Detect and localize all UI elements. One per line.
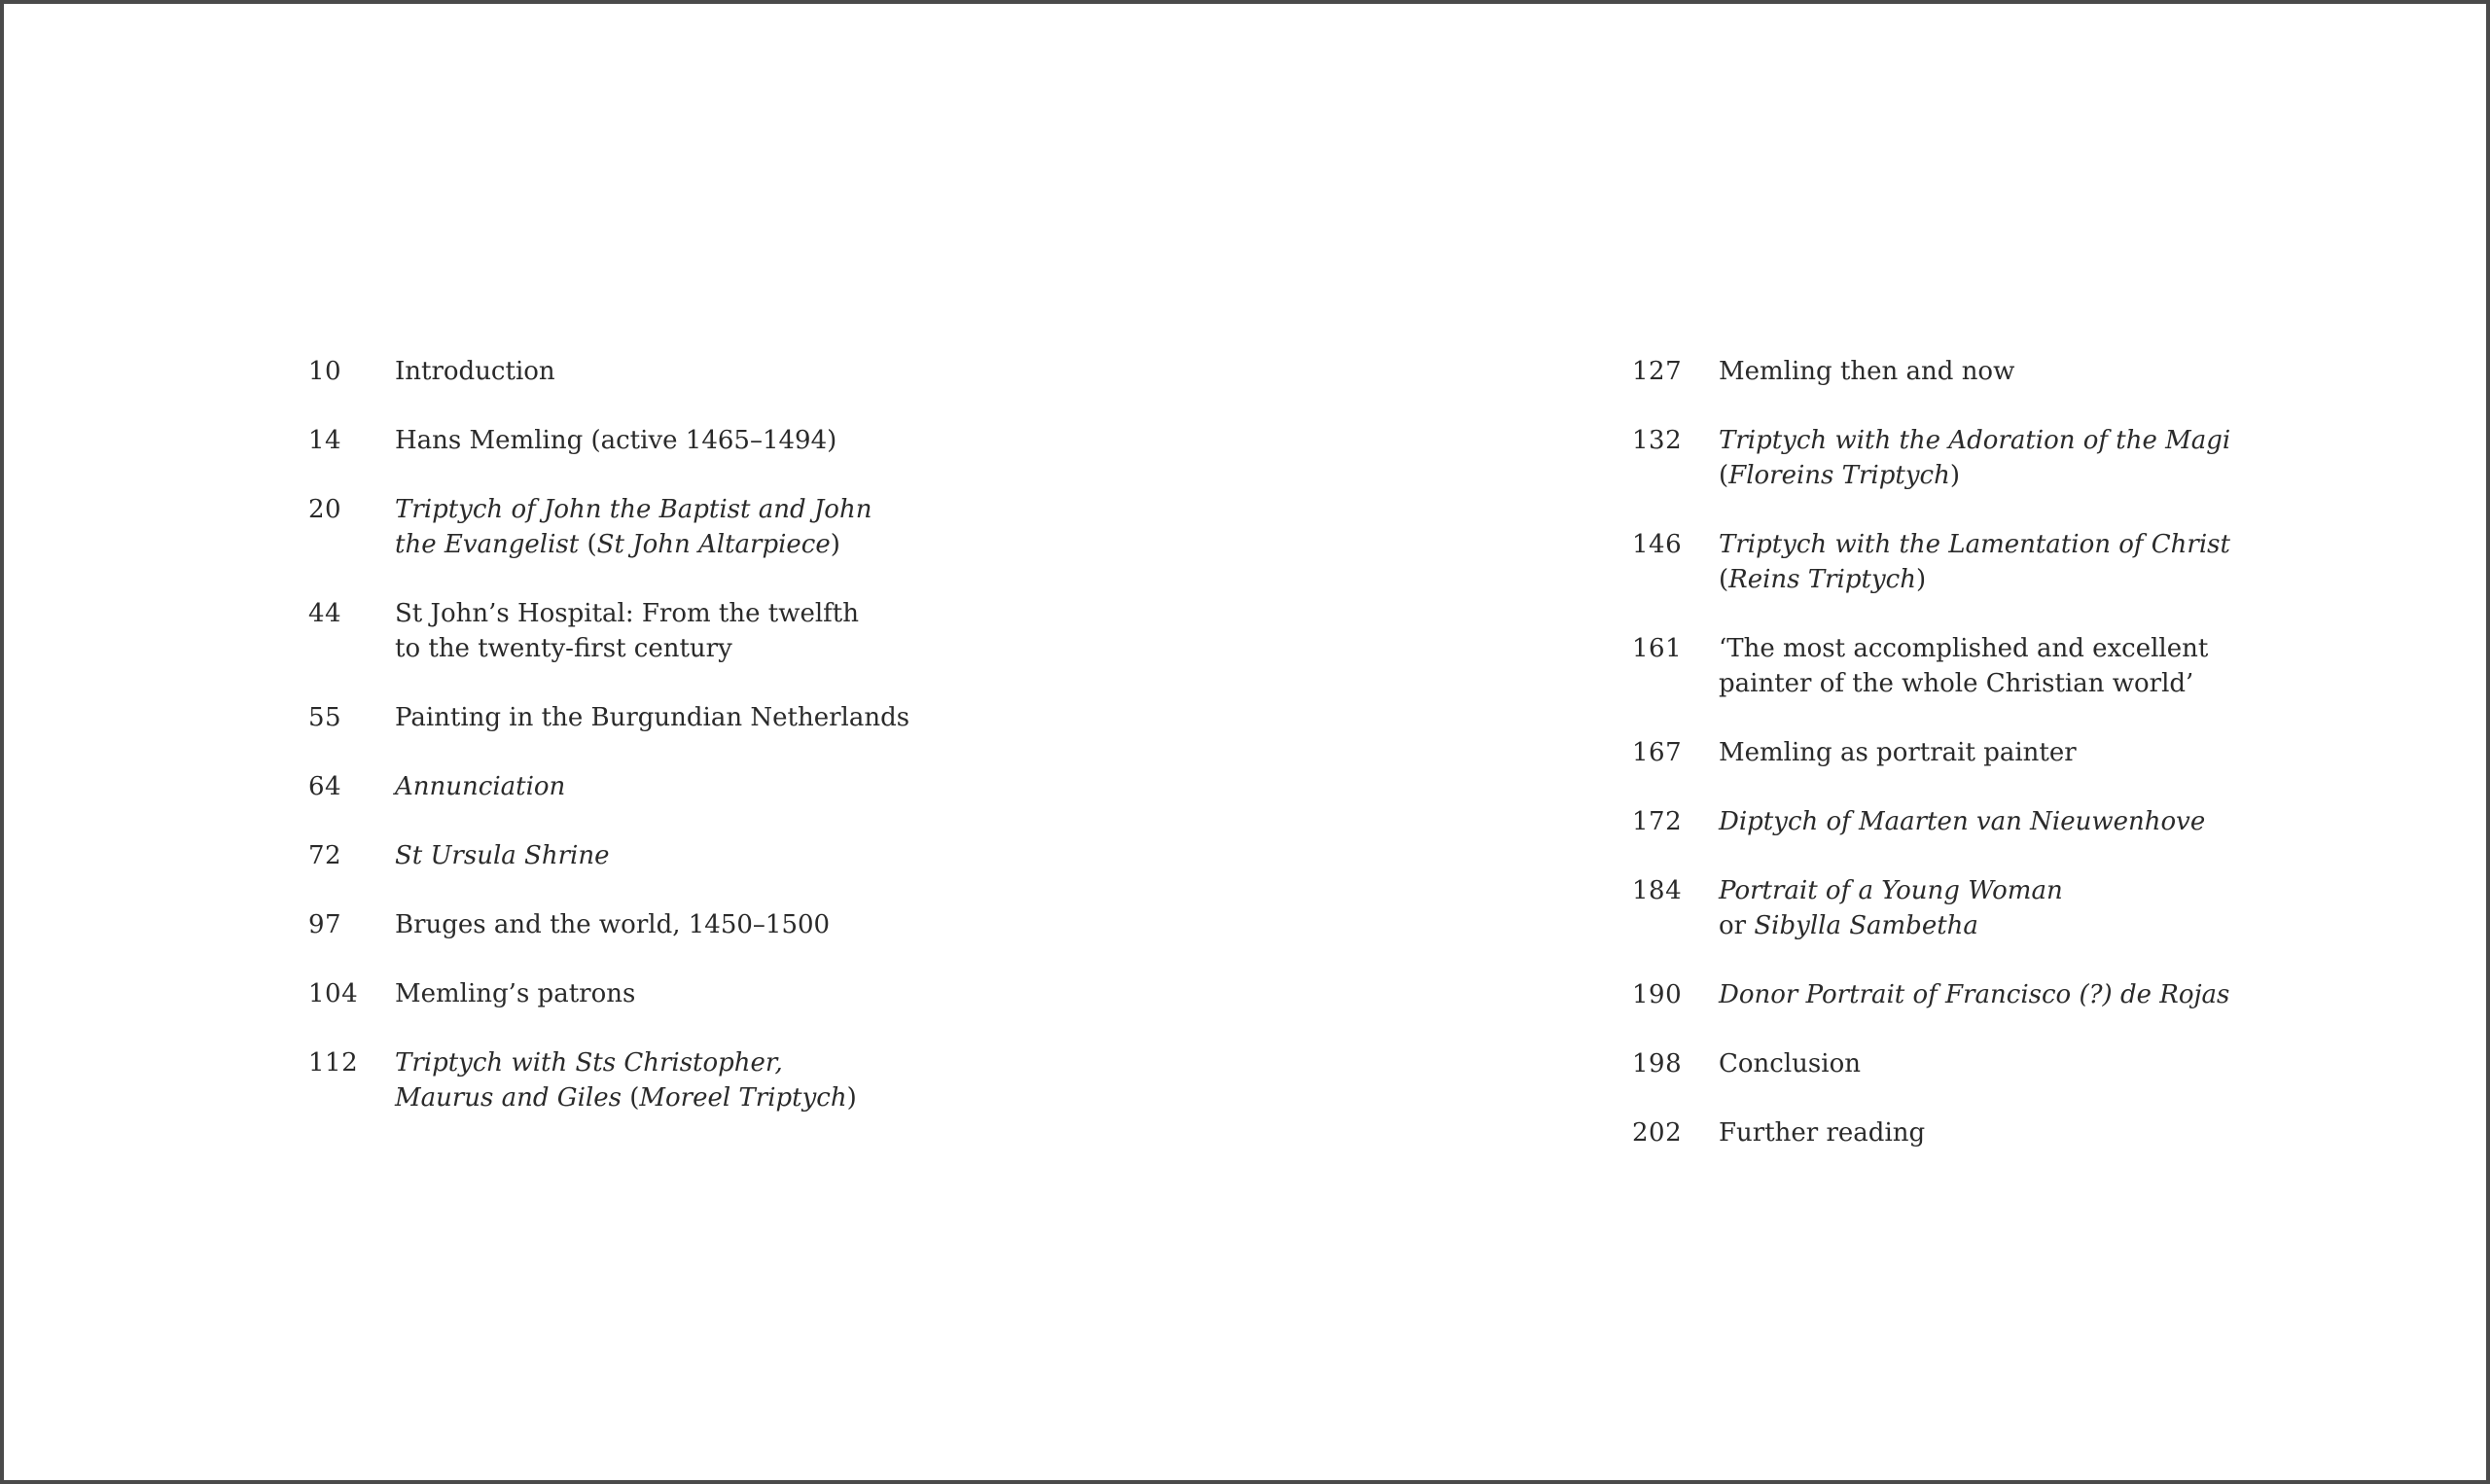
- toc-title-line: [1719, 354, 2014, 389]
- toc-page-number: 72: [308, 841, 342, 870]
- toc-entry-title: [1719, 804, 2205, 839]
- toc-page-number: 198: [1632, 1049, 1683, 1078]
- toc-entry: [308, 1045, 909, 1115]
- toc-title-text: ): [1949, 461, 1960, 490]
- toc-entry-title: [395, 769, 565, 804]
- toc-page-number: 55: [308, 703, 342, 732]
- toc-title-text: (: [621, 1083, 640, 1113]
- toc-entry: [1632, 873, 2230, 943]
- toc-title-line: [395, 354, 555, 389]
- toc-title-line: [395, 1080, 857, 1115]
- toc-title-text: ‘The most accomplished and excellent: [1719, 634, 2209, 663]
- toc-title-line: [1719, 562, 2230, 597]
- toc-entry-title: [395, 1045, 857, 1115]
- toc-entry: [1632, 735, 2230, 770]
- toc-title-text: the Evangelist: [395, 530, 580, 559]
- toc-title-text: Moreel Triptych: [639, 1083, 847, 1113]
- toc-title-text: Bruges and the world, 1450–1500: [395, 910, 831, 939]
- toc-entry: [308, 838, 909, 873]
- toc-column-right: [1632, 354, 2230, 1184]
- toc-title-text: ): [830, 530, 840, 559]
- toc-title-line: [395, 527, 872, 562]
- toc-title-text: Hans Memling (active 1465–1494): [395, 426, 837, 455]
- toc-entry-title: [395, 354, 555, 389]
- toc-page-number: 172: [1632, 807, 1683, 836]
- toc-title-line: [1719, 423, 2230, 458]
- toc-entry-title: [395, 976, 635, 1011]
- toc-title-line: [395, 596, 859, 631]
- toc-entry-title: [1719, 631, 2208, 701]
- toc-title-text: or: [1719, 911, 1755, 940]
- toc-page-number: 14: [308, 426, 342, 455]
- toc-title-text: Portrait of a Young Woman: [1719, 876, 2063, 905]
- toc-page-number: 20: [308, 495, 342, 524]
- toc-title-text: St John Altarpiece: [596, 530, 831, 559]
- toc-title-line: [395, 907, 830, 942]
- toc-entry: [308, 596, 909, 666]
- toc-column-left: [308, 354, 909, 1149]
- toc-entry: [308, 769, 909, 804]
- toc-title-text: ): [846, 1083, 857, 1113]
- toc-entry: [1632, 1046, 2230, 1081]
- toc-page-number: 64: [308, 772, 342, 801]
- toc-entry-title: [395, 838, 609, 873]
- toc-title-line: [395, 700, 909, 735]
- toc-entry-title: [395, 700, 909, 735]
- toc-page-number: 127: [1632, 357, 1683, 386]
- toc-title-text: Painting in the Burgundian Netherlands: [395, 703, 910, 732]
- toc-page-number: 190: [1632, 980, 1683, 1009]
- toc-title-line: [1719, 1046, 1861, 1081]
- toc-entry: [308, 492, 909, 562]
- toc-title-text: Reins Triptych: [1728, 565, 1916, 594]
- toc-title-text: Further reading: [1719, 1118, 1926, 1148]
- toc-title-text: Memling as portrait painter: [1719, 738, 2077, 767]
- toc-title-line: [1719, 666, 2208, 701]
- toc-entry-title: [1719, 873, 2063, 943]
- toc-title-line: [395, 976, 635, 1011]
- toc-page-number: 132: [1632, 426, 1683, 455]
- toc-title-text: Triptych of John the Baptist and John: [395, 495, 872, 524]
- toc-title-text: Memling then and now: [1719, 357, 2015, 386]
- toc-title-text: Maurus and Giles: [395, 1083, 622, 1113]
- toc-entry: [308, 354, 909, 389]
- toc-title-text: Floreins Triptych: [1728, 461, 1950, 490]
- toc-entry: [1632, 977, 2230, 1012]
- toc-title-text: Annunciation: [395, 772, 566, 801]
- toc-page-number: 202: [1632, 1118, 1683, 1148]
- toc-title-text: Triptych with the Adoration of the Magi: [1719, 426, 2231, 455]
- toc-entry-title: [1719, 1046, 1861, 1081]
- toc-title-text: Triptych with the Lamentation of Christ: [1719, 530, 2230, 559]
- toc-title-text: painter of the whole Christian world’: [1719, 669, 2194, 698]
- toc-title-line: [395, 769, 565, 804]
- toc-title-text: (: [579, 530, 597, 559]
- toc-title-text: St John’s Hospital: From the twelfth: [395, 599, 859, 628]
- toc-entry-title: [1719, 735, 2077, 770]
- toc-title-line: [395, 492, 872, 527]
- toc-page-number: 104: [308, 979, 359, 1008]
- toc-entry: [308, 976, 909, 1011]
- toc-title-line: [1719, 1115, 1925, 1150]
- toc-page-number: 44: [308, 599, 342, 628]
- toc-title-text: (: [1719, 565, 1729, 594]
- toc-entry: [1632, 354, 2230, 389]
- toc-title-text: Sibylla Sambetha: [1754, 911, 1978, 940]
- toc-title-text: Memling’s patrons: [395, 979, 636, 1008]
- toc-entry: [1632, 527, 2230, 597]
- toc-title-line: [1719, 908, 2063, 943]
- toc-title-text: Triptych with Sts Christopher,: [395, 1048, 783, 1078]
- toc-page-number: 97: [308, 910, 342, 939]
- toc-page-number: 161: [1632, 634, 1683, 663]
- toc-entry-title: [395, 492, 872, 562]
- toc-title-line: [395, 838, 609, 873]
- toc-title-line: [1719, 873, 2063, 908]
- toc-title-line: [1719, 631, 2208, 666]
- toc-title-line: [395, 423, 836, 458]
- toc-entry-title: [1719, 354, 2014, 389]
- toc-title-line: [1719, 735, 2077, 770]
- toc-title-text: Donor Portrait of Francisco (?) de Rojas: [1719, 980, 2230, 1009]
- toc-entry-title: [395, 423, 836, 458]
- toc-entry-title: [395, 907, 830, 942]
- toc-entry-title: [395, 596, 859, 666]
- toc-title-line: [395, 631, 859, 666]
- toc-page-number: 10: [308, 357, 342, 386]
- toc-entry: [1632, 1115, 2230, 1150]
- toc-title-text: Introduction: [395, 357, 555, 386]
- toc-title-text: ): [1915, 565, 1927, 594]
- toc-title-line: [395, 1045, 857, 1080]
- toc-entry: [1632, 631, 2230, 701]
- toc-entry-title: [1719, 527, 2230, 597]
- toc-entry: [308, 423, 909, 458]
- toc-title-line: [1719, 804, 2205, 839]
- toc-entry: [308, 907, 909, 942]
- toc-entry-title: [1719, 423, 2230, 493]
- toc-title-text: (: [1719, 461, 1729, 490]
- toc-page-number: 146: [1632, 530, 1683, 559]
- toc-title-text: to the twenty-first century: [395, 634, 732, 663]
- toc-entry-title: [1719, 977, 2229, 1012]
- toc-title-text: Conclusion: [1719, 1049, 1861, 1078]
- toc-page-number: 167: [1632, 738, 1683, 767]
- toc-title-text: Diptych of Maarten van Nieuwenhove: [1719, 807, 2206, 836]
- toc-title-line: [1719, 458, 2230, 493]
- toc-page-number: 184: [1632, 876, 1683, 905]
- toc-entry-title: [1719, 1115, 1925, 1150]
- toc-title-text: St Ursula Shrine: [395, 841, 610, 870]
- toc-title-line: [1719, 527, 2230, 562]
- toc-page-number: 112: [308, 1048, 359, 1078]
- toc-entry: [1632, 804, 2230, 839]
- toc-entry: [1632, 423, 2230, 493]
- toc-title-line: [1719, 977, 2229, 1012]
- toc-entry: [308, 700, 909, 735]
